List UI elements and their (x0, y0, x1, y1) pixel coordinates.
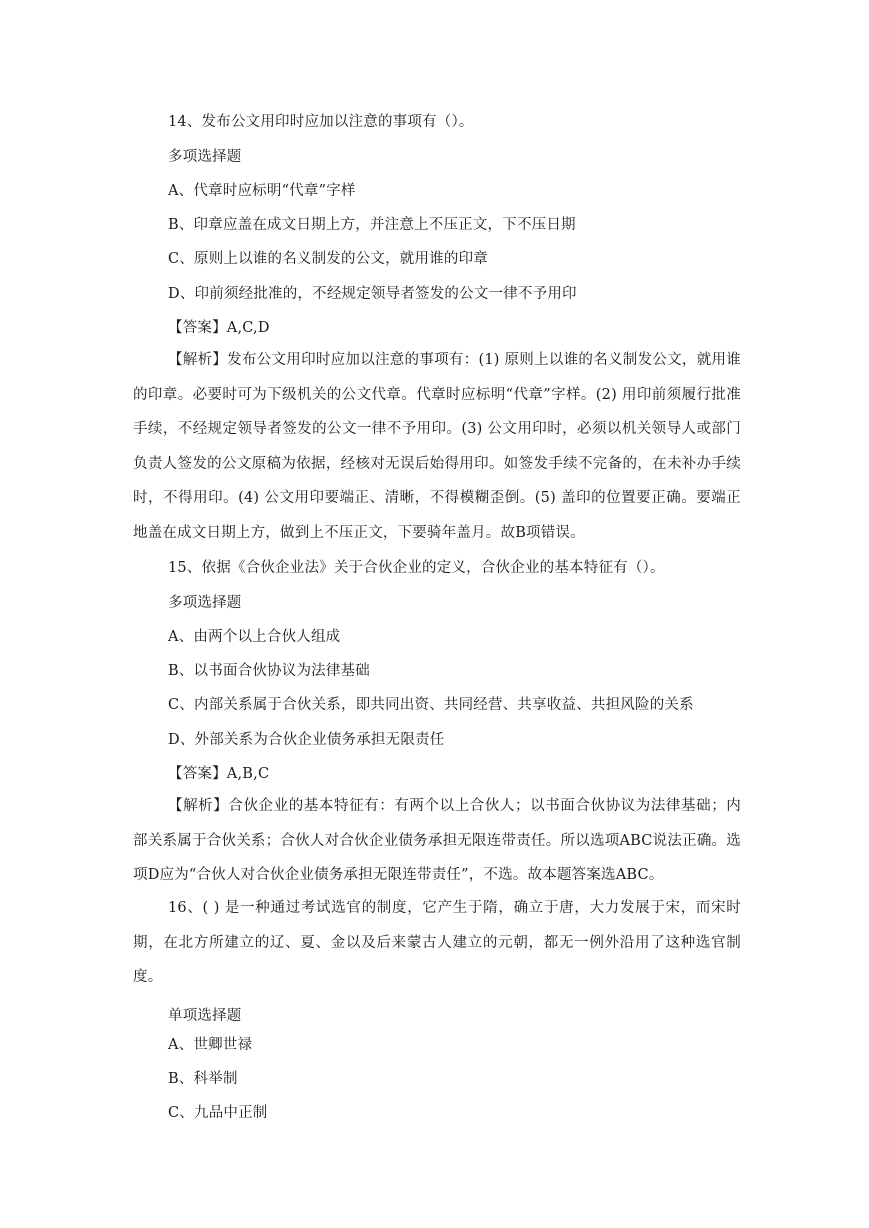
question-15-option-a: A、由两个以上合伙人组成 (168, 629, 341, 645)
question-14-option-b: B、印章应盖在成文日期上方，并注意上不压正文，下不压日期 (168, 217, 576, 233)
question-14-stem: 14、发布公文用印时应加以注意的事项有（）。 (168, 114, 474, 130)
question-14-answer: 【答案】A,C,D (168, 320, 270, 336)
question-15-stem: 15、依据《合伙企业法》关于合伙企业的定义，合伙企业的基本特征有（）。 (168, 560, 665, 576)
question-14-analysis: 【解析】发布公文用印时应加以注意的事项有：(1) 原则上以谁的名义制发公文，就用谁的印章。必要时可为下级机关的公文代章。代章时应标明“代章”字样。(2) 用印前须履行批准手续，不经规定领导者签发的公文一律不予用印。(3) 公文用印时，必须以机关领导人或部门负责人签发的公文原稿为依据，经核对无误后始得用印。如签发手续不完备的，在未补办手续时，不得用印。(4) 公文用印要端正、清晰，不得模糊歪倒。(5) 盖印的位置要正确。要端正地盖在成文日期上方，做到上不压正文，下要骑年盖月。故B项错误。 (133, 352, 741, 541)
question-16-option-a: A、世卿世禄 (168, 1037, 253, 1053)
question-14-option-d: D、印前须经批准的，不经规定领导者签发的公文一律不予用印 (168, 286, 577, 302)
question-15-analysis: 【解析】合伙企业的基本特征有：有两个以上合伙人；以书面合伙协议为法律基础；内部关系属于合伙关系；合伙人对合伙企业债务承担无限连带责任。所以选项ABC说法正确。选项D应为“合伙人对合伙企业债务承担无限连带责任”，不选。故本题答案选ABC。 (133, 798, 741, 884)
question-16-option-b: B、科举制 (168, 1071, 238, 1087)
question-15-option-b: B、以书面合伙协议为法律基础 (168, 663, 370, 679)
question-15-option-c: C、内部关系属于合伙关系，即共同出资、共同经营、共享收益、共担风险的关系 (168, 697, 694, 713)
question-14-option-a: A、代章时应标明“代章”字样 (168, 183, 356, 199)
question-16-option-c: C、九品中正制 (168, 1105, 268, 1121)
question-16-type: 单项选择题 (168, 1008, 242, 1024)
question-15-option-d: D、外部关系为合伙企业债务承担无限责任 (168, 732, 445, 748)
question-14-type: 多项选择题 (168, 149, 242, 165)
question-15-type: 多项选择题 (168, 595, 242, 611)
question-16-stem: 16、( ) 是一种通过考试选官的制度，它产生于隋，确立于唐，大力发展于宋，而宋时期，在北方所建立的辽、夏、金以及后来蒙古人建立的元朝，都无一例外沿用了这种选官制度。 (133, 900, 741, 986)
question-14-option-c: C、原则上以谁的名义制发的公文，就用谁的印章 (168, 251, 488, 267)
question-15-answer: 【答案】A,B,C (168, 766, 270, 782)
